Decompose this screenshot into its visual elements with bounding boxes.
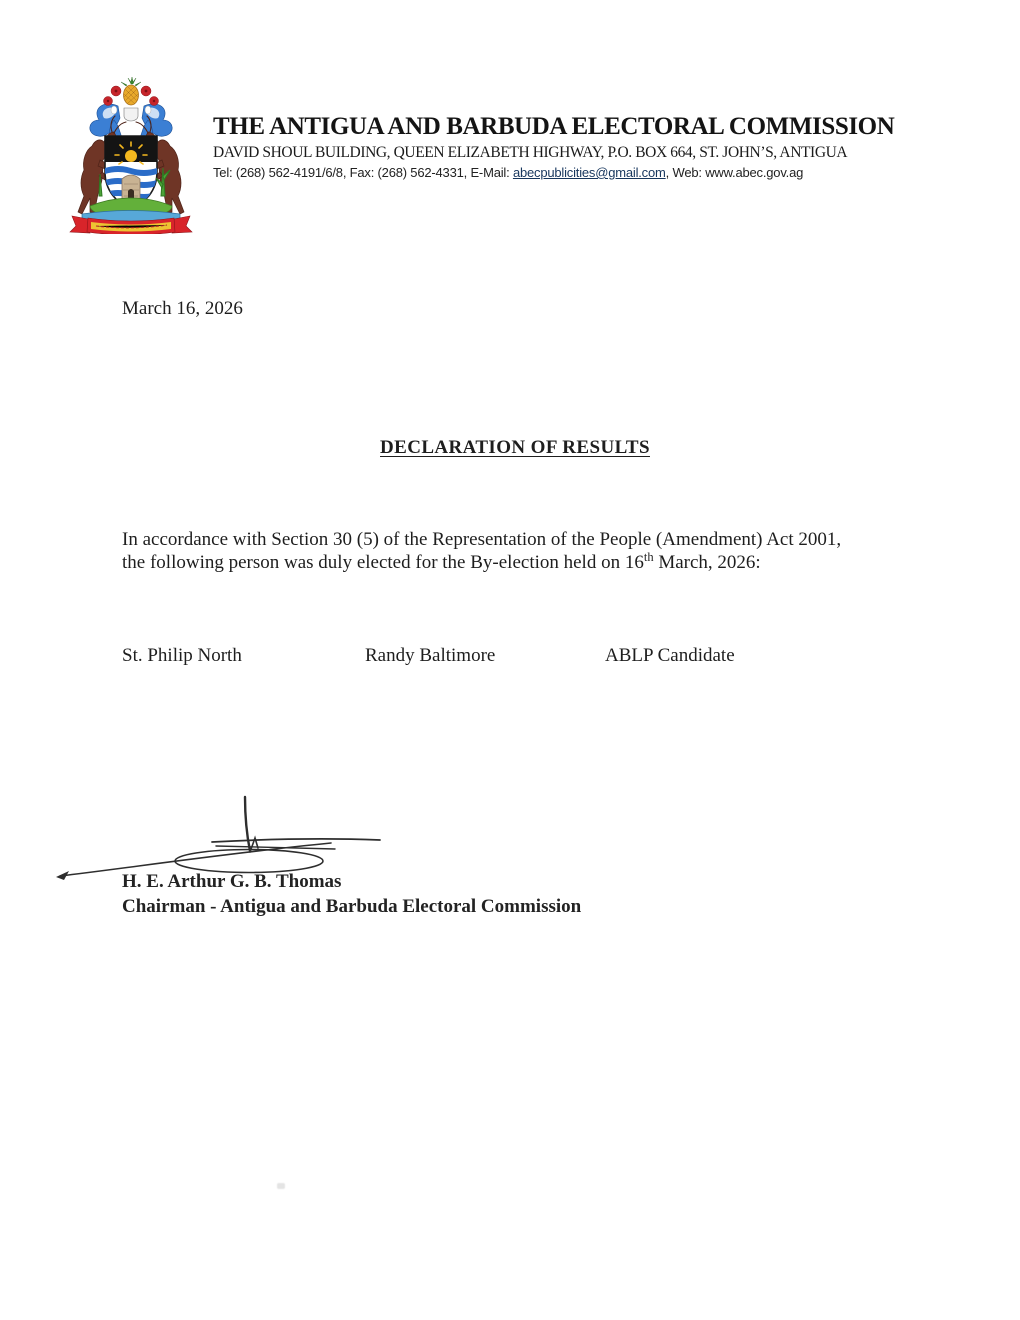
org-name: THE ANTIGUA AND BARBUDA ELECTORAL COMMISSION xyxy=(213,113,895,140)
constituency-name: St. Philip North xyxy=(122,645,242,666)
signatory-title: Chairman - Antigua and Barbuda Electoral Commission xyxy=(122,896,582,917)
org-address: DAVID SHOUL BUILDING, QUEEN ELIZABETH HIGHWAY, P.O. BOX 664, ST. JOHN’S, ANTIGUA xyxy=(213,144,848,161)
helm xyxy=(124,108,138,121)
antigua-barbuda-coat-of-arms-icon xyxy=(64,76,198,234)
ordinal-superscript: th xyxy=(643,549,654,564)
web-text: , Web: www.abec.gov.ag xyxy=(665,165,804,180)
letterhead xyxy=(213,113,953,180)
body-line-1: In accordance with Section 30 (5) of the Representation of the People (Amendment) Act 2001, xyxy=(122,529,842,550)
body-line-2: the following person was duly elected for the By-election held on 16th March, 2026: xyxy=(122,549,761,573)
email-link[interactable]: abecpublicities@gmail.com xyxy=(512,165,666,180)
party-label: ABLP Candidate xyxy=(605,645,735,666)
org-contact-line xyxy=(213,165,953,180)
letter-date: March 16, 2026 xyxy=(122,298,243,319)
signatory-name: H. E. Arthur G. B. Thomas xyxy=(122,871,342,892)
document-title: DECLARATION OF RESULTS xyxy=(380,437,650,458)
candidate-name: Randy Baltimore xyxy=(365,645,496,666)
body-paragraph xyxy=(122,529,841,575)
tel-fax-text: Tel: (268) 562-4191/6/8, Fax: (268) 562-4331, E-Mail: xyxy=(213,165,513,180)
scan-artifact xyxy=(277,1183,285,1189)
